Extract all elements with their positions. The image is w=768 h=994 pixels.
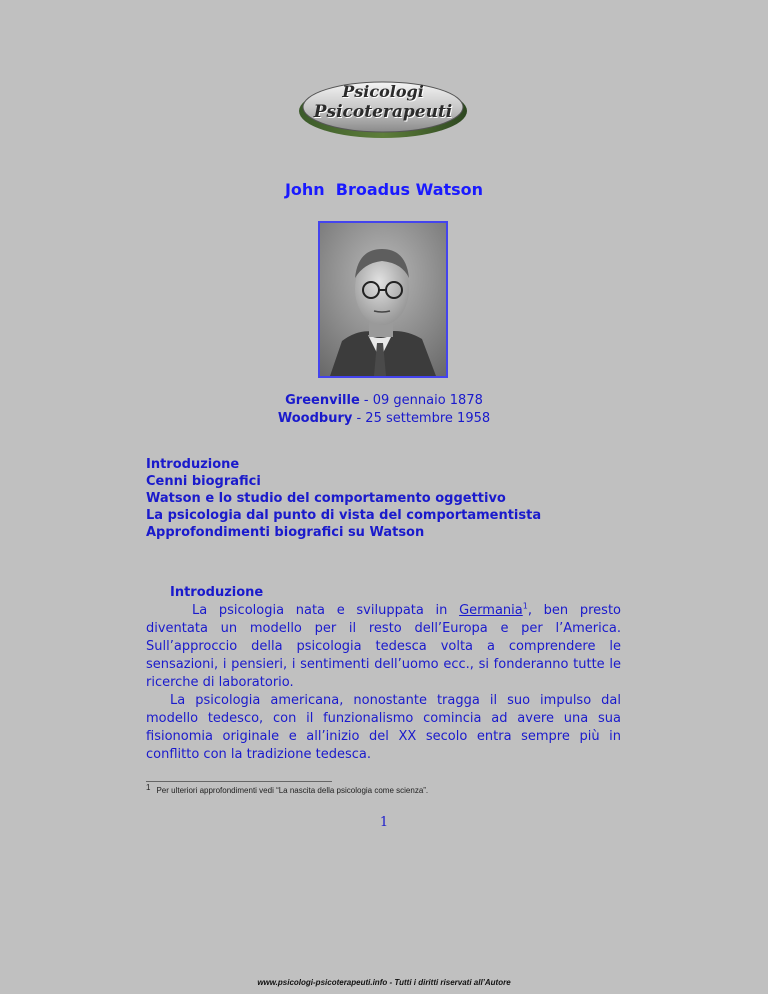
portrait-image xyxy=(318,221,448,378)
toc-item-introduzione[interactable]: Introduzione xyxy=(146,457,240,472)
footnote-text: Per ulteriori approfondimenti vedi “La nascita della psicologia come scienza”. xyxy=(156,786,429,795)
toc-item-cenni-biografici[interactable]: Cenni biografici xyxy=(146,474,261,489)
paragraph-1-start: La psicologia nata e sviluppata in xyxy=(192,603,460,618)
footnote xyxy=(146,783,429,795)
germania-link[interactable]: Germania xyxy=(459,603,523,618)
toc-item-studio-comportamento[interactable]: Watson e lo studio del comportamento oggettivo xyxy=(146,491,506,506)
birth-date: - 09 gennaio 1878 xyxy=(359,393,483,408)
death-place: Woodbury xyxy=(277,411,353,426)
paragraph-1 xyxy=(146,602,621,692)
footnote-number: 1 xyxy=(146,783,151,792)
section-body xyxy=(146,602,621,764)
logo-text-line2: Psicoterapeuti xyxy=(313,102,453,122)
death-line xyxy=(0,410,768,428)
birth-place: Greenville xyxy=(285,393,360,408)
paragraph-1-end: , ben presto diventata un modello per il resto dell’Europa e per l’America. Sull’approccio della psicologia tedesca volta a comprendere le sensazioni, i pensieri, i sentimenti dell’uomo ecc., si fonderanno tutte le ricerche di laboratorio. xyxy=(146,603,621,690)
death-date: - 25 settembre 1958 xyxy=(352,411,491,426)
section-heading: Introduzione xyxy=(170,585,264,600)
birth-line xyxy=(0,392,768,410)
page-footer: www.psicologi-psicoterapeuti.info - Tutti i diritti riservati all’Autore xyxy=(257,978,511,987)
life-dates xyxy=(0,392,768,428)
toc-item-psicologia-comportamentista[interactable]: La psicologia dal punto di vista del comportamentista xyxy=(146,508,542,523)
page-title: John Broadus Watson xyxy=(284,180,484,199)
paragraph-2: La psicologia americana, nonostante tragga il suo impulso dal modello tedesco, con il funzionalismo comincia ad avere una sua fisionomia originale e all’inizio del XX secolo entra sempre più in conflitto con la tradizione tedesca. xyxy=(146,693,621,762)
site-logo xyxy=(297,74,469,140)
table-of-contents xyxy=(146,456,541,541)
logo-text-line1: Psicologi xyxy=(342,82,424,101)
toc-item-approfondimenti[interactable]: Approfondimenti biografici su Watson xyxy=(146,525,425,540)
footnote-divider xyxy=(146,781,332,782)
footnote-ref: 1 xyxy=(522,601,528,611)
portrait-photo-icon xyxy=(320,223,446,376)
page-number: 1 xyxy=(379,815,389,830)
